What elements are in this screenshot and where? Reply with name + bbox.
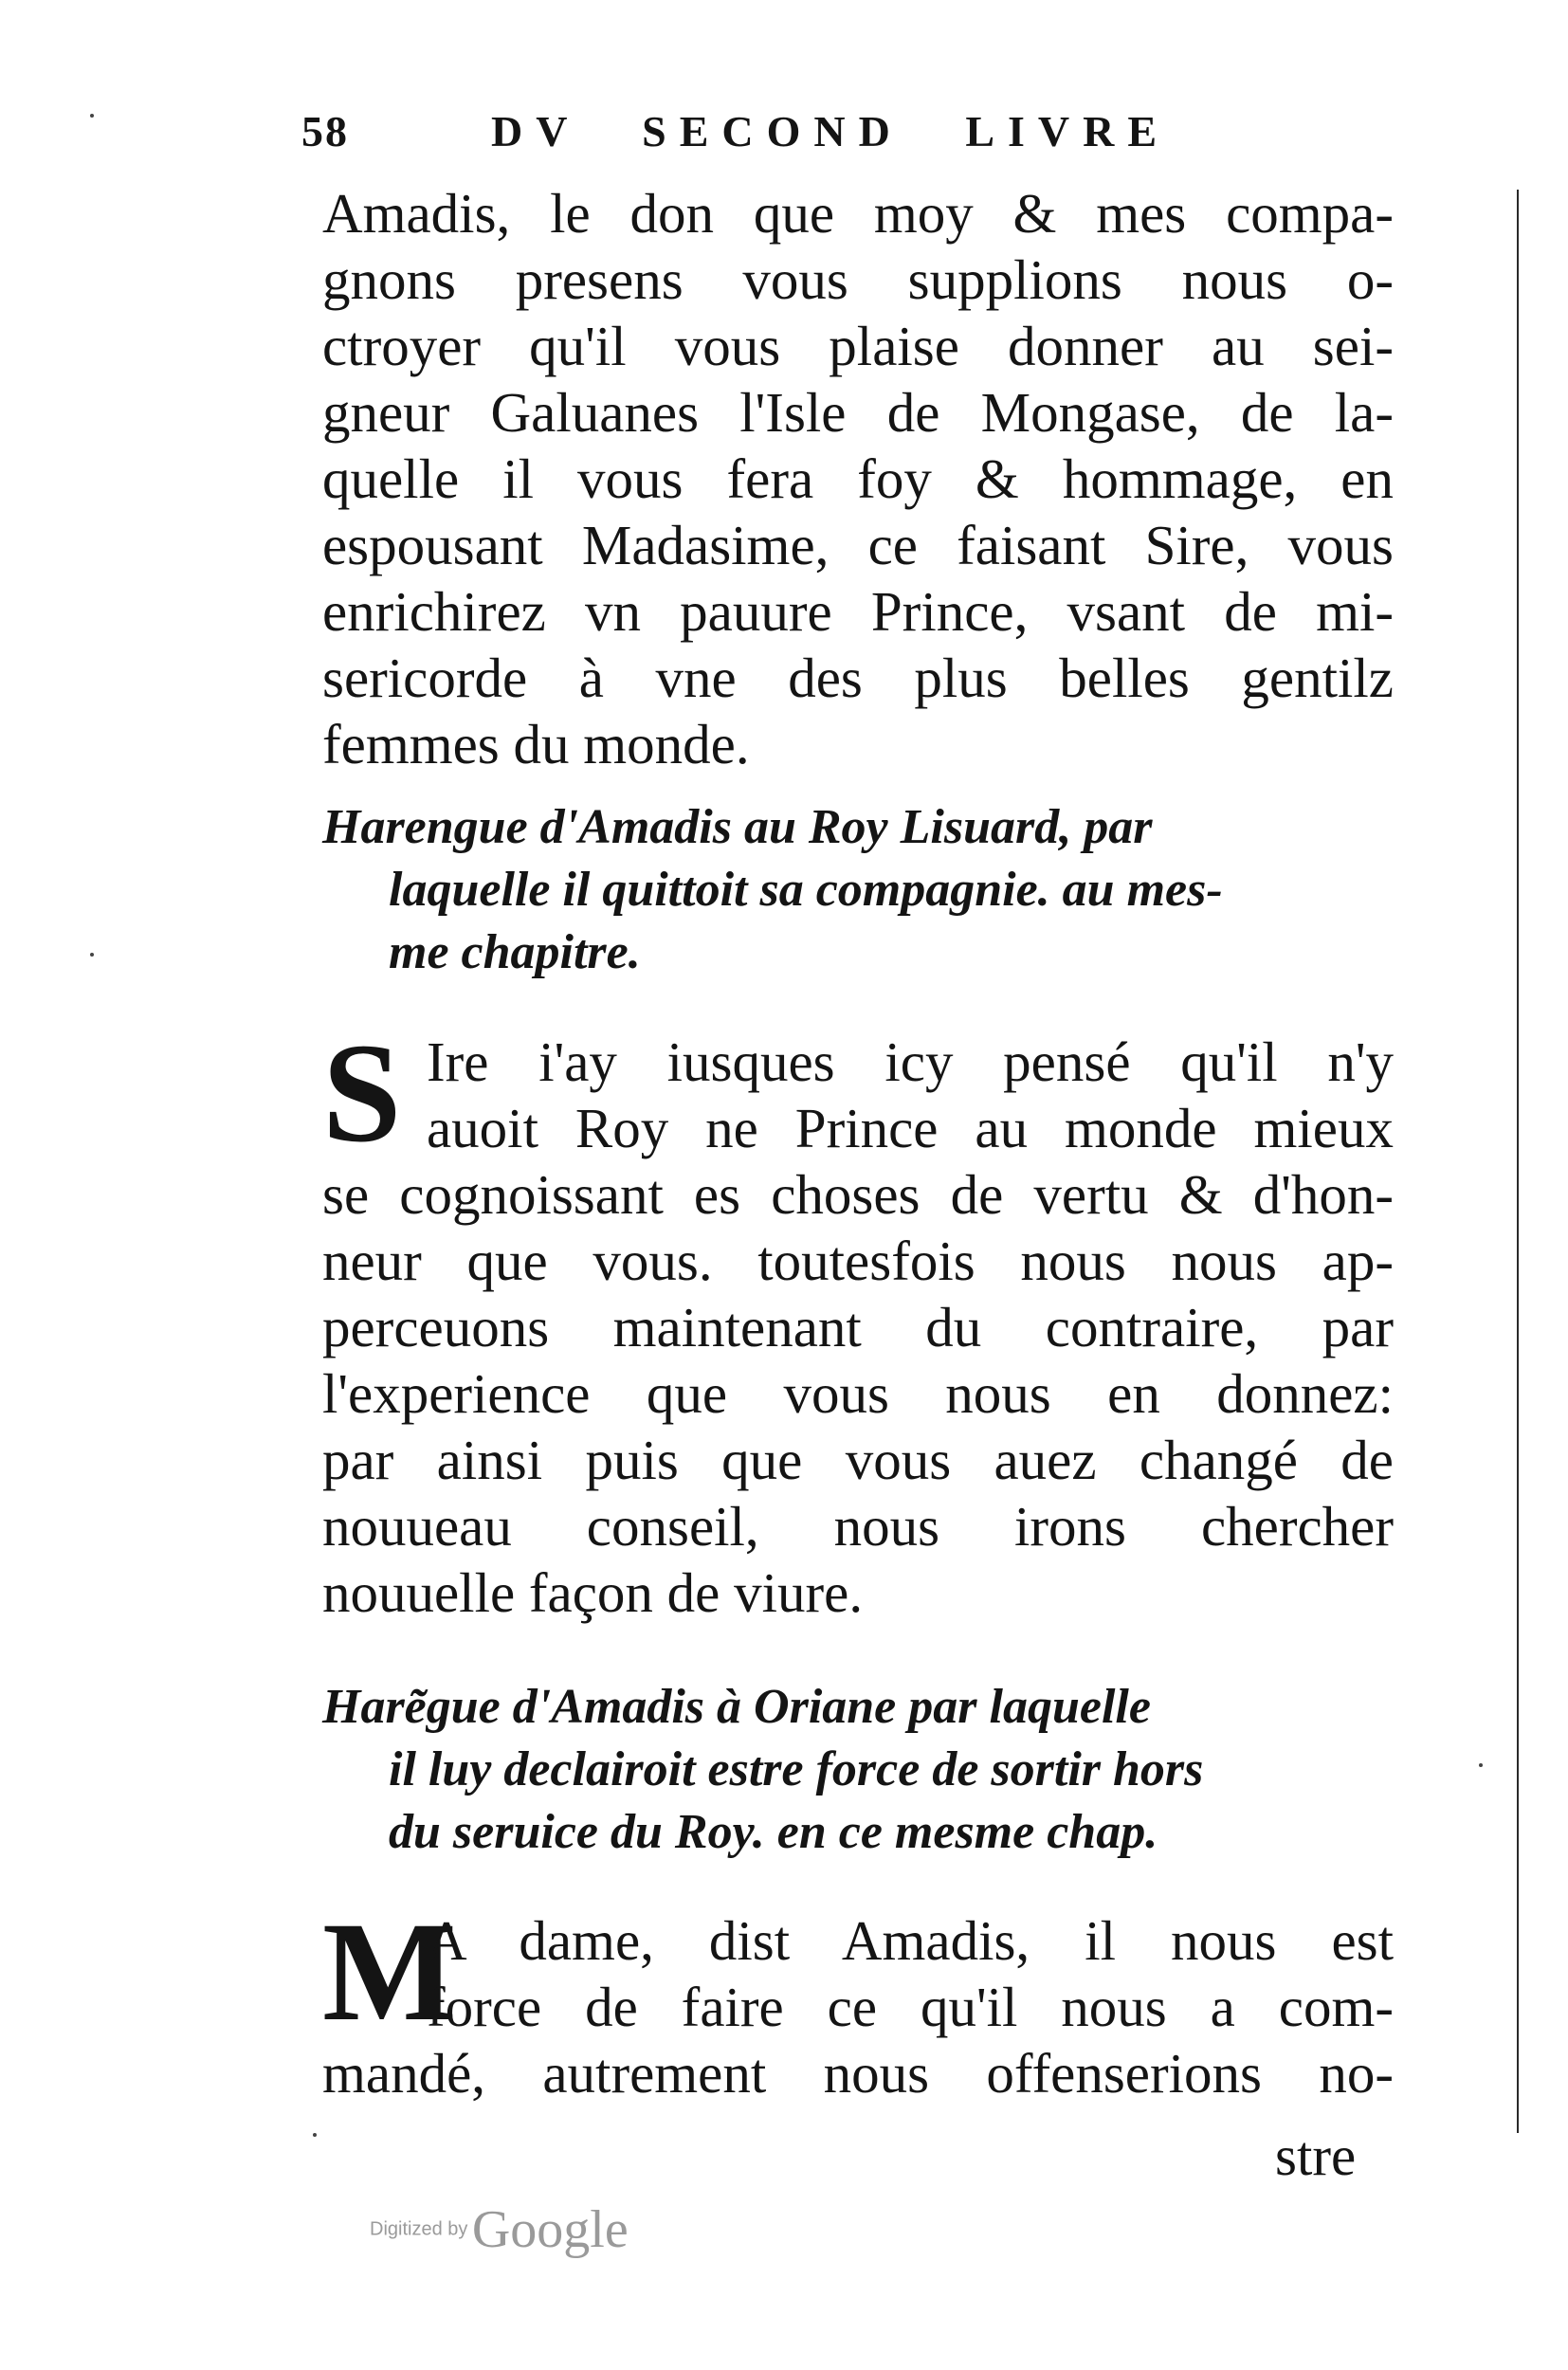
heading-line: il luy declairoit estre force de sortir hors (389, 1742, 1204, 1796)
watermark-brand: Google (471, 2200, 629, 2259)
text-line: auoit Roy ne Prince au monde mieux (427, 1097, 1394, 1159)
text-line: se cognoissant es choses de vertu & d'hon- (322, 1163, 1394, 1226)
watermark-prefix: Digitized by (370, 2218, 468, 2240)
text-line: l'experience que vous nous en donnez: (322, 1362, 1394, 1425)
text-block-1 (322, 180, 1394, 777)
text-line: quelle il vous fera foy & hommage, en (322, 447, 1394, 510)
text-line: sericorde à vne des plus belles gentilz (322, 647, 1394, 709)
text-line: gnons presens vous supplions nous o- (322, 248, 1394, 311)
text-line: enrichirez vn pauure Prince, vsant de mi- (322, 580, 1394, 643)
text-line: neur que vous. toutesfois nous nous ap- (322, 1230, 1394, 1292)
ink-speck (1479, 1763, 1483, 1767)
heading-line: Harengue d'Amadis au Roy Lisuard, par (322, 800, 1153, 854)
drop-cap: M (322, 1893, 457, 2051)
ink-speck (313, 2133, 317, 2137)
heading-line: laquelle il quittoit sa compagnie. au mes- (389, 863, 1223, 917)
digitization-watermark (370, 2199, 629, 2260)
text-line: nouuelle façon de viure. (322, 1561, 864, 1624)
heading-line: me chapitre. (389, 925, 641, 979)
page-header (301, 106, 1401, 163)
section-heading-1 (322, 796, 1384, 984)
text-line: mandé, autrement nous offenserions no- (322, 2042, 1394, 2105)
text-line: gneur Galuanes l'Isle de Mongase, de la- (322, 381, 1394, 444)
section-heading-2 (322, 1676, 1384, 1864)
text-line: perceuons maintenant du contraire, par (322, 1296, 1394, 1358)
text-line: Ire i'ay iusques icy pensé qu'il n'y (427, 1030, 1394, 1093)
page-edge-rule (1517, 190, 1519, 2133)
text-line: Amadis, le don que moy & mes compa- (322, 182, 1394, 245)
text-line: espousant Madasime, ce faisant Sire, vous (322, 514, 1394, 576)
text-line: par ainsi puis que vous auez changé de (322, 1429, 1394, 1491)
text-line: ctroyer qu'il vous plaise donner au sei- (322, 315, 1394, 377)
ink-speck (90, 953, 94, 957)
drop-cap: S (322, 1014, 402, 1172)
text-line: nouueau conseil, nous irons chercher (322, 1495, 1394, 1558)
page-number: 58 (301, 107, 349, 155)
heading-line: du seruice du Roy. en ce mesme chap. (389, 1805, 1158, 1859)
running-title: DV SECOND LIVRE (491, 107, 1171, 155)
paragraph-2 (322, 1907, 1394, 2106)
catchword: stre (1275, 2124, 1357, 2187)
paragraph-1 (322, 1029, 1394, 1626)
text-line: femmes du monde. (322, 713, 750, 775)
heading-line: Harẽgue d'Amadis à Oriane par laquelle (322, 1680, 1151, 1734)
text-line: A dame, dist Amadis, il nous est (427, 1909, 1394, 1972)
text-line: force de faire ce qu'il nous a com- (427, 1976, 1394, 2038)
ink-speck (90, 114, 94, 118)
